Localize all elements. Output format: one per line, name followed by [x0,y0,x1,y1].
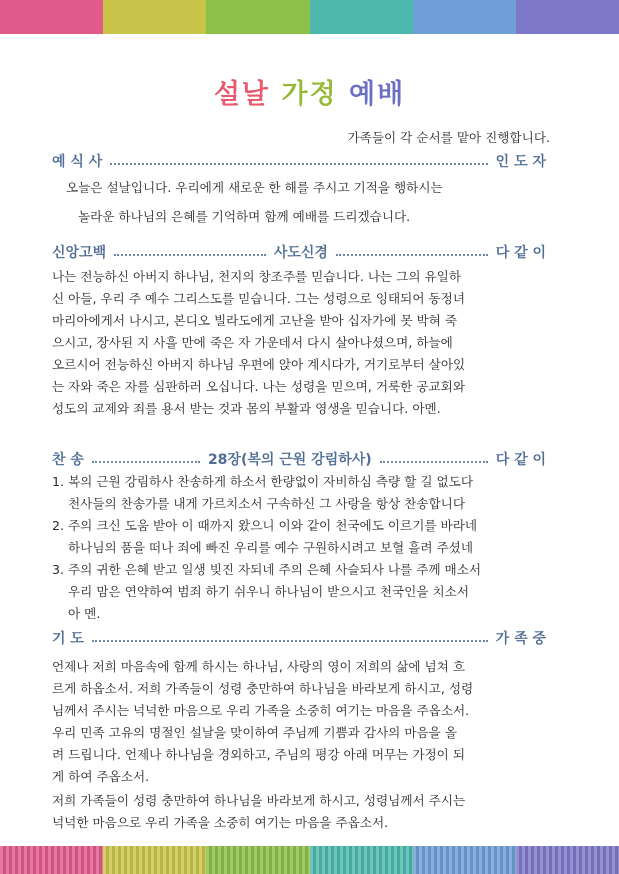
hymn-line: 하나님의 품을 떠나 죄에 빠진 우리를 예수 구원하시려고 보혈 흘려 주셨네 [68,540,473,555]
prayer-line: 우리 민족 고유의 명절인 설날을 맞이하여 주님께 기쁨과 감사의 마음을 올 [52,725,457,740]
creed-line: 는 자와 죽은 자를 심판하러 오십니다. 나는 성령을 믿으며, 거룩한 공교회와 [52,379,466,394]
band-segment [516,0,619,34]
prayer-line: 르게 하옵소서. 저희 가족들이 성령 충만하여 하나님을 바라보게 하시고, 성령 [52,681,474,696]
dotted-leader [110,163,487,165]
section-middle: 사도신경 [273,245,328,261]
section-heading-creed [52,242,546,262]
intro-text: 가족들이 각 순서를 맡아 진행합니다. [347,130,550,145]
invocation-line: 놀라운 하나님의 은혜를 기억하며 함께 예배를 드리겠습니다. [78,209,411,224]
page-title [0,72,619,111]
prayer-line: 저희 가족들이 성령 충만하여 하나님을 바라보게 하시고, 성령님께서 주시는 [52,793,466,808]
creed-line: 으시고, 장사된 지 사흘 만에 죽은 자 가운데서 다시 살아나셨으며, 하늘에 [52,335,453,350]
hymn-line: 2. 주의 크신 도움 받아 이 때까지 왔으니 이와 같이 천국에도 이르기를 바라네 [52,518,478,533]
band-segment [206,846,309,874]
hymn-line: 3. 주의 귀한 은혜 받고 일생 빚진 자되네 주의 은혜 사슬되사 나를 주께 매소서 [52,562,482,577]
title-part-2: 가정 [281,79,338,110]
dotted-leader [114,254,266,256]
band-segment [413,846,516,874]
creed-line: 마리아에게서 나시고, 본디오 빌라도에게 고난을 받아 십자가에 못 박혀 죽 [52,313,457,328]
band-segment [206,0,309,34]
band-segment [310,846,413,874]
prayer-line: 언제나 저희 마음속에 함께 하시는 하나님, 사랑의 영이 저희의 삶에 넘쳐 흐 [52,659,466,674]
creed-line: 성도의 교제와 죄를 용서 받는 것과 몸의 부활과 영생을 믿습니다. 아멘. [52,401,441,416]
section-leader: 인 도 자 [495,154,546,170]
section-label: 찬 송 [52,452,84,468]
creed-line: 오르시어 전능하신 아버지 하나님 우편에 앉아 계시다가, 거기로부터 살아있 [52,357,466,372]
hymn-line: 1. 복의 근원 강림하사 찬송하게 하소서 한량없이 자비하심 측량 할 길 없도다 [52,474,474,489]
section-label: 예 식 사 [52,154,103,170]
band-segment [516,846,619,874]
invocation-line: 오늘은 설날입니다. 우리에게 새로운 한 해를 주시고 기적을 행하시는 [66,180,443,195]
creed-line: 나는 전능하신 아버지 하나님, 천지의 창조주를 믿습니다. 나는 그의 유일하 [52,269,462,284]
section-label: 신앙고백 [52,245,107,261]
band-segment [0,846,103,874]
section-heading-hymn [52,449,546,469]
title-part-1: 설날 [213,79,270,110]
section-label: 기 도 [52,631,84,647]
band-segment [103,0,206,34]
section-leader: 다 같 이 [495,245,547,261]
title-part-3: 예배 [348,79,406,110]
section-leader: 가 족 중 [495,631,546,647]
dotted-leader [336,254,488,256]
section-leader: 다 같 이 [495,452,547,468]
hymn-line: 천사들의 찬송가를 내게 가르치소서 구속하신 그 사랑을 항상 찬송합니다 [68,496,465,511]
band-segment [310,0,413,34]
bottom-color-band [0,846,619,874]
prayer-line: 넉넉한 마음으로 우리 가족을 소중히 여기는 마음을 주옵소서. [52,815,389,830]
prayer-line: 게 하여 주옵소서. [52,769,150,784]
hymn-line: 우리 맘은 연약하여 범죄 하기 쉬우니 하나님이 받으시고 천국인을 치소서 [68,584,469,599]
prayer-line: 님께서 주시는 넉넉한 마음으로 우리 가족을 소중히 여기는 마음을 주옵소서. [52,703,470,718]
prayer-line: 려 드립니다. 언제나 하나님을 경외하고, 주님의 평강 아래 머무는 가정이 되 [52,747,466,762]
band-segment [103,846,206,874]
section-heading-prayer [52,628,546,648]
dotted-leader [380,461,488,463]
section-middle: 28장(복의 근원 강림하사) [207,452,372,468]
dotted-leader [92,461,200,463]
creed-line: 신 아들, 우리 주 예수 그리스도를 믿습니다. 그는 성령으로 잉태되어 동정녀 [52,291,466,306]
dotted-leader [92,640,488,642]
section-heading-invocation [52,151,546,171]
band-segment [413,0,516,34]
hymn-line: 아 멘. [68,606,101,621]
band-segment [0,0,103,34]
top-color-band [0,0,619,34]
